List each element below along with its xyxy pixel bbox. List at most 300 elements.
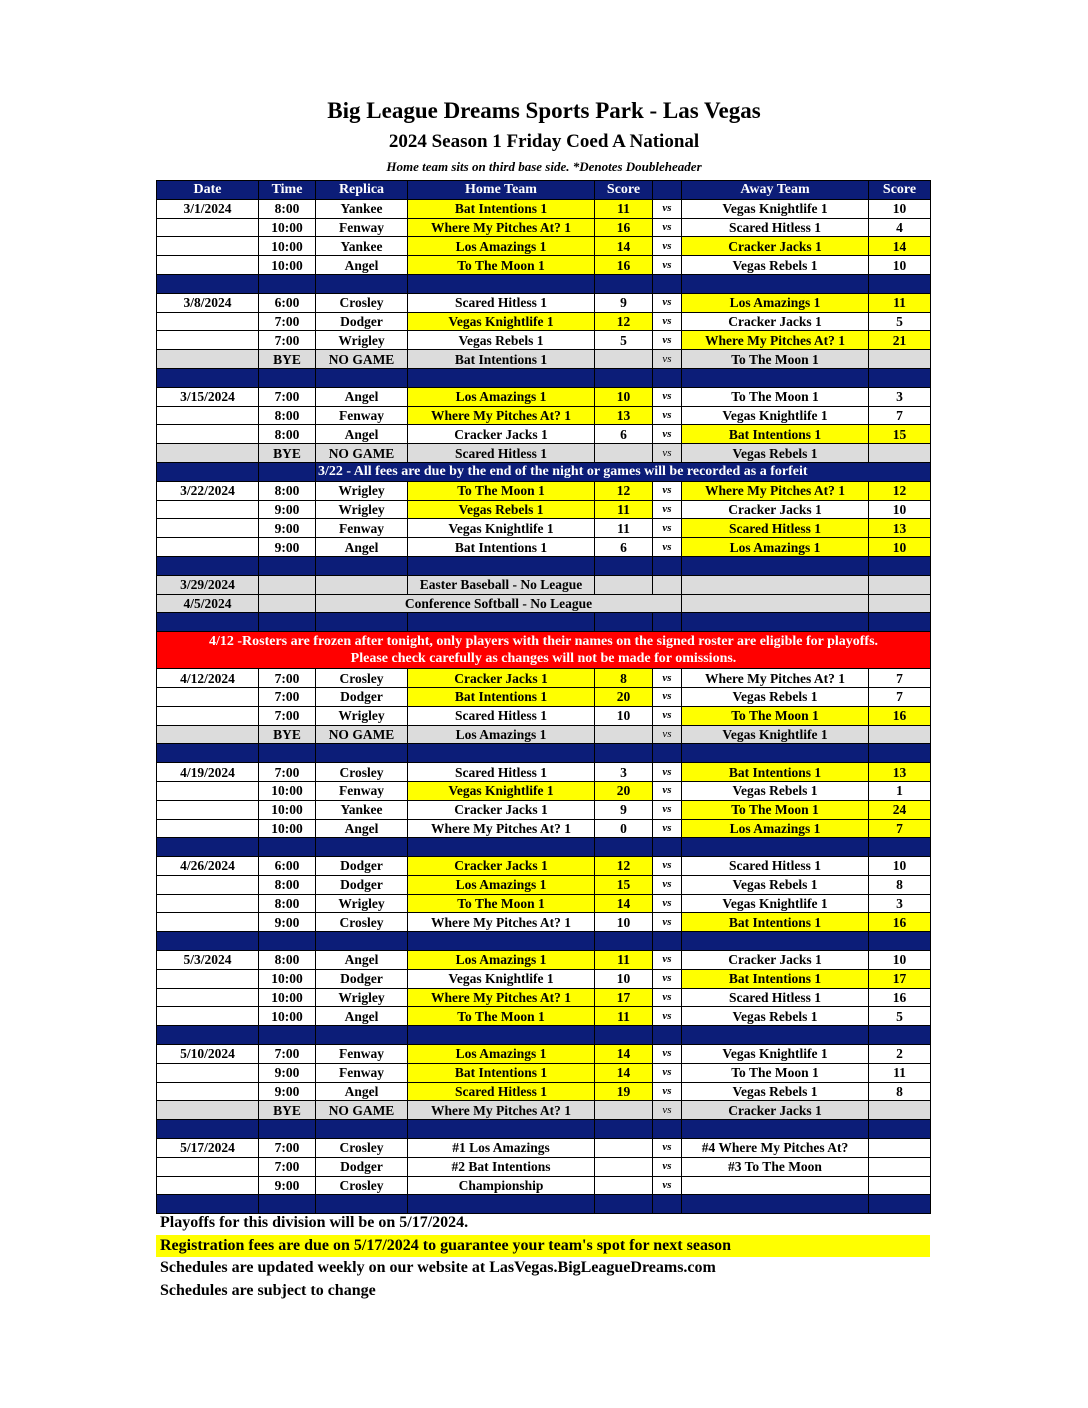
- replica-cell: Dodger: [316, 1157, 408, 1176]
- schedule-body: [157, 199, 931, 1213]
- away-score-cell: 7: [869, 669, 931, 688]
- replica-cell: Wrigley: [316, 988, 408, 1007]
- date-cell: [157, 406, 259, 425]
- separator-cell: [653, 368, 682, 387]
- home-score-cell: [595, 444, 653, 463]
- date-cell: [157, 1063, 259, 1082]
- away-team-cell: Vegas Rebels 1: [682, 256, 869, 275]
- away-team-cell: Bat Intentions 1: [682, 969, 869, 988]
- home-score-cell: [595, 1101, 653, 1120]
- away-score-cell: [869, 1176, 931, 1195]
- away-score-cell: 7: [869, 819, 931, 838]
- separator-cell: [157, 932, 259, 951]
- away-score-cell: 10: [869, 857, 931, 876]
- separator-cell: [869, 1195, 931, 1214]
- separator-cell: [595, 274, 653, 293]
- replica-cell: Fenway: [316, 519, 408, 538]
- vs-cell: vs: [653, 951, 682, 970]
- date-cell: [157, 1082, 259, 1101]
- away-score-cell: 10: [869, 951, 931, 970]
- date-cell: [157, 425, 259, 444]
- time-cell: 7:00: [259, 331, 316, 350]
- separator-cell: [869, 1026, 931, 1045]
- vs-cell: vs: [653, 237, 682, 256]
- away-score-cell: 13: [869, 519, 931, 538]
- separator-cell: [316, 368, 408, 387]
- vs-cell: vs: [653, 293, 682, 312]
- vs-cell: vs: [653, 687, 682, 706]
- home-team-cell: Bat Intentions 1: [408, 199, 595, 218]
- time-cell: 10:00: [259, 800, 316, 819]
- col-time: Time: [259, 181, 316, 200]
- home-team-cell: Los Amazings 1: [408, 951, 595, 970]
- away-score-cell: 8: [869, 1082, 931, 1101]
- time-cell: BYE: [259, 1101, 316, 1120]
- date-cell: [157, 218, 259, 237]
- away-team-cell: #3 To The Moon: [682, 1157, 869, 1176]
- home-score-cell: 11: [595, 199, 653, 218]
- home-score-cell: 6: [595, 425, 653, 444]
- home-score-cell: 11: [595, 519, 653, 538]
- time-cell: 7:00: [259, 687, 316, 706]
- replica-cell: NO GAME: [316, 350, 408, 369]
- home-score-cell: 13: [595, 406, 653, 425]
- away-score-cell: 10: [869, 538, 931, 557]
- date-cell: 4/19/2024: [157, 763, 259, 782]
- separator-cell: [653, 838, 682, 857]
- date-cell: [157, 538, 259, 557]
- separator-cell: [259, 1120, 316, 1139]
- separator-cell: [653, 556, 682, 575]
- away-score-cell: 7: [869, 687, 931, 706]
- away-team-cell: [682, 594, 869, 613]
- replica-cell: Angel: [316, 256, 408, 275]
- game-row: [157, 951, 931, 970]
- home-score-cell: 14: [595, 1063, 653, 1082]
- separator-cell: [157, 1195, 259, 1214]
- separator-cell: [653, 274, 682, 293]
- game-row: [157, 331, 931, 350]
- away-team-cell: Bat Intentions 1: [682, 763, 869, 782]
- separator-cell: [682, 556, 869, 575]
- away-score-cell: [869, 1101, 931, 1120]
- separator-cell: [259, 1026, 316, 1045]
- fee-notice-row: [157, 462, 931, 481]
- time-cell: 8:00: [259, 951, 316, 970]
- home-score-cell: 8: [595, 669, 653, 688]
- home-score-cell: 9: [595, 293, 653, 312]
- game-row: [157, 1063, 931, 1082]
- home-team-cell: Los Amazings 1: [408, 725, 595, 744]
- time-cell: 10:00: [259, 237, 316, 256]
- home-team-cell: To The Moon 1: [408, 894, 595, 913]
- separator-cell: [408, 1120, 595, 1139]
- time-cell: 7:00: [259, 763, 316, 782]
- time-cell: 8:00: [259, 481, 316, 500]
- separator-cell: [408, 932, 595, 951]
- replica-cell: Dodger: [316, 857, 408, 876]
- vs-cell: vs: [653, 725, 682, 744]
- roster-alert: [157, 632, 931, 669]
- bye-row: [157, 444, 931, 463]
- time-cell: 9:00: [259, 519, 316, 538]
- replica-cell: Angel: [316, 1007, 408, 1026]
- away-team-cell: Vegas Rebels 1: [682, 781, 869, 800]
- vs-cell: [653, 575, 682, 594]
- notice-spacer: [259, 462, 316, 481]
- home-team-cell: Los Amazings 1: [408, 237, 595, 256]
- date-cell: [157, 894, 259, 913]
- date-cell: [157, 519, 259, 538]
- time-cell: 10:00: [259, 781, 316, 800]
- date-cell: [157, 969, 259, 988]
- separator-cell: [259, 368, 316, 387]
- away-score-cell: 2: [869, 1045, 931, 1064]
- replica-cell: Fenway: [316, 218, 408, 237]
- replica-cell: Crosley: [316, 913, 408, 932]
- home-team-cell: Bat Intentions 1: [408, 1063, 595, 1082]
- game-row: [157, 406, 931, 425]
- vs-cell: vs: [653, 538, 682, 557]
- time-cell: 7:00: [259, 1045, 316, 1064]
- separator-cell: [408, 838, 595, 857]
- week-separator: [157, 1026, 931, 1045]
- vs-cell: vs: [653, 1082, 682, 1101]
- vs-cell: vs: [653, 763, 682, 782]
- col-vs: [653, 181, 682, 200]
- away-team-cell: Scared Hitless 1: [682, 218, 869, 237]
- game-row: [157, 1139, 931, 1158]
- vs-cell: vs: [653, 1007, 682, 1026]
- vs-cell: vs: [653, 1063, 682, 1082]
- home-team-cell: Bat Intentions 1: [408, 350, 595, 369]
- vs-cell: vs: [653, 819, 682, 838]
- replica-cell: Dodger: [316, 969, 408, 988]
- vs-cell: vs: [653, 1139, 682, 1158]
- home-score-cell: 17: [595, 988, 653, 1007]
- separator-cell: [316, 744, 408, 763]
- separator-cell: [869, 613, 931, 632]
- home-team-cell: Vegas Rebels 1: [408, 500, 595, 519]
- week-separator: [157, 1195, 931, 1214]
- separator-cell: [259, 744, 316, 763]
- game-row: [157, 481, 931, 500]
- home-team-cell: Where My Pitches At? 1: [408, 819, 595, 838]
- replica-cell: Angel: [316, 1082, 408, 1101]
- vs-cell: vs: [653, 800, 682, 819]
- separator-cell: [157, 1120, 259, 1139]
- vs-cell: vs: [653, 199, 682, 218]
- separator-cell: [682, 932, 869, 951]
- game-row: [157, 519, 931, 538]
- replica-cell: Yankee: [316, 199, 408, 218]
- home-score-cell: 19: [595, 1082, 653, 1101]
- replica-cell: NO GAME: [316, 725, 408, 744]
- separator-cell: [869, 556, 931, 575]
- game-row: [157, 218, 931, 237]
- home-score-cell: [595, 1139, 653, 1158]
- separator-cell: [869, 932, 931, 951]
- date-cell: [157, 331, 259, 350]
- vs-cell: vs: [653, 519, 682, 538]
- date-cell: [157, 1157, 259, 1176]
- away-team-cell: Vegas Knightlife 1: [682, 199, 869, 218]
- home-team-cell: Vegas Rebels 1: [408, 331, 595, 350]
- away-score-cell: 21: [869, 331, 931, 350]
- replica-cell: Fenway: [316, 406, 408, 425]
- away-score-cell: 16: [869, 706, 931, 725]
- replica-cell: [316, 575, 408, 594]
- game-row: [157, 706, 931, 725]
- time-cell: 10:00: [259, 969, 316, 988]
- home-team-cell: Cracker Jacks 1: [408, 857, 595, 876]
- home-score-cell: 16: [595, 218, 653, 237]
- replica-cell: Fenway: [316, 781, 408, 800]
- page-title: Big League Dreams Sports Park - Las Vegas: [327, 98, 761, 123]
- vs-cell: vs: [653, 350, 682, 369]
- date-cell: 4/12/2024: [157, 669, 259, 688]
- fee-notice-text: 3/22 - All fees are due by the end of the night or games will be recorded as a forfeit: [316, 462, 931, 481]
- separator-cell: [869, 1120, 931, 1139]
- date-cell: [157, 500, 259, 519]
- replica-cell: Angel: [316, 387, 408, 406]
- separator-cell: [316, 838, 408, 857]
- away-team-cell: Los Amazings 1: [682, 538, 869, 557]
- separator-cell: [682, 744, 869, 763]
- replica-cell: Angel: [316, 425, 408, 444]
- home-team-cell: Cracker Jacks 1: [408, 669, 595, 688]
- away-score-cell: [869, 350, 931, 369]
- separator-cell: [595, 1195, 653, 1214]
- week-separator: [157, 932, 931, 951]
- time-cell: BYE: [259, 725, 316, 744]
- away-team-cell: Vegas Rebels 1: [682, 687, 869, 706]
- col-home-team: Home Team: [408, 181, 595, 200]
- home-team-cell: Where My Pitches At? 1: [408, 1101, 595, 1120]
- home-score-cell: [595, 1176, 653, 1195]
- home-team-cell: Scared Hitless 1: [408, 763, 595, 782]
- home-score-cell: 10: [595, 969, 653, 988]
- time-cell: 7:00: [259, 387, 316, 406]
- away-team-cell: Bat Intentions 1: [682, 425, 869, 444]
- footer-playoffs: Playoffs for this division will be on 5/17/2024.: [160, 1214, 469, 1231]
- home-team-cell: Where My Pitches At? 1: [408, 988, 595, 1007]
- away-score-cell: 14: [869, 237, 931, 256]
- date-cell: [157, 1007, 259, 1026]
- no-league-row: [157, 594, 931, 613]
- away-team-cell: Scared Hitless 1: [682, 988, 869, 1007]
- away-team-cell: Where My Pitches At? 1: [682, 331, 869, 350]
- separator-cell: [408, 556, 595, 575]
- date-cell: [157, 800, 259, 819]
- game-row: [157, 425, 931, 444]
- away-team-cell: To The Moon 1: [682, 706, 869, 725]
- separator-cell: [595, 368, 653, 387]
- home-score-cell: 10: [595, 387, 653, 406]
- game-row: [157, 256, 931, 275]
- away-score-cell: 13: [869, 763, 931, 782]
- replica-cell: Dodger: [316, 687, 408, 706]
- vs-cell: vs: [653, 425, 682, 444]
- home-team-cell: Vegas Knightlife 1: [408, 519, 595, 538]
- game-row: [157, 312, 931, 331]
- away-score-cell: 11: [869, 1063, 931, 1082]
- home-team-cell: Scared Hitless 1: [408, 1082, 595, 1101]
- date-cell: 4/26/2024: [157, 857, 259, 876]
- bye-row: [157, 1101, 931, 1120]
- away-team-cell: To The Moon 1: [682, 1063, 869, 1082]
- week-separator: [157, 274, 931, 293]
- away-team-cell: To The Moon 1: [682, 800, 869, 819]
- away-team-cell: [682, 1176, 869, 1195]
- time-cell: [259, 594, 316, 613]
- home-team-cell: Cracker Jacks 1: [408, 800, 595, 819]
- roster-alert-line2: Please check carefully as changes will not be made for omissions.: [350, 651, 737, 667]
- separator-cell: [682, 1120, 869, 1139]
- header-row: [157, 181, 931, 200]
- home-team-cell: Los Amazings 1: [408, 387, 595, 406]
- date-cell: [157, 237, 259, 256]
- home-score-cell: 5: [595, 331, 653, 350]
- separator-cell: [157, 1026, 259, 1045]
- date-cell: 3/15/2024: [157, 387, 259, 406]
- home-team-cell: #2 Bat Intentions: [408, 1157, 595, 1176]
- game-row: [157, 800, 931, 819]
- separator-cell: [682, 274, 869, 293]
- time-cell: 10:00: [259, 1007, 316, 1026]
- vs-cell: vs: [653, 481, 682, 500]
- home-score-cell: [595, 725, 653, 744]
- replica-cell: Wrigley: [316, 481, 408, 500]
- replica-cell: Dodger: [316, 312, 408, 331]
- separator-cell: [157, 613, 259, 632]
- separator-cell: [316, 1120, 408, 1139]
- game-row: [157, 857, 931, 876]
- replica-cell: Crosley: [316, 763, 408, 782]
- vs-cell: vs: [653, 500, 682, 519]
- time-cell: BYE: [259, 350, 316, 369]
- vs-cell: vs: [653, 669, 682, 688]
- away-score-cell: 12: [869, 481, 931, 500]
- separator-cell: [408, 613, 595, 632]
- date-cell: [157, 444, 259, 463]
- game-row: [157, 1157, 931, 1176]
- vs-cell: vs: [653, 894, 682, 913]
- home-score-cell: 0: [595, 819, 653, 838]
- home-score-cell: 10: [595, 913, 653, 932]
- game-row: [157, 687, 931, 706]
- away-score-cell: 16: [869, 988, 931, 1007]
- home-score-cell: 11: [595, 500, 653, 519]
- time-cell: 8:00: [259, 406, 316, 425]
- separator-cell: [682, 1195, 869, 1214]
- away-score-cell: 8: [869, 875, 931, 894]
- away-score-cell: 16: [869, 913, 931, 932]
- away-score-cell: [869, 1157, 931, 1176]
- away-team-cell: Cracker Jacks 1: [682, 1101, 869, 1120]
- roster-alert-line1: 4/12 -Rosters are frozen after tonight, only players with their names on the signed roster are eligible for playoffs.: [208, 634, 879, 650]
- home-score-cell: 6: [595, 538, 653, 557]
- home-score-cell: 14: [595, 894, 653, 913]
- vs-cell: vs: [653, 913, 682, 932]
- footer-registration: Registration fees are due on 5/17/2024 to guarantee your team's spot for next season: [156, 1235, 930, 1258]
- home-team-cell: Bat Intentions 1: [408, 687, 595, 706]
- separator-cell: [316, 1195, 408, 1214]
- separator-cell: [595, 1026, 653, 1045]
- time-cell: 7:00: [259, 1139, 316, 1158]
- separator-cell: [408, 744, 595, 763]
- away-score-cell: [869, 575, 931, 594]
- separator-cell: [316, 1026, 408, 1045]
- game-row: [157, 1007, 931, 1026]
- home-team-cell: Where My Pitches At? 1: [408, 218, 595, 237]
- home-score-cell: [595, 1157, 653, 1176]
- home-team-cell: Vegas Knightlife 1: [408, 969, 595, 988]
- away-team-cell: Cracker Jacks 1: [682, 951, 869, 970]
- separator-cell: [653, 1026, 682, 1045]
- game-row: [157, 199, 931, 218]
- home-score-cell: [595, 575, 653, 594]
- replica-cell: Crosley: [316, 1139, 408, 1158]
- home-score-cell: 14: [595, 237, 653, 256]
- vs-cell: vs: [653, 781, 682, 800]
- home-team-cell: Where My Pitches At? 1: [408, 913, 595, 932]
- date-cell: [157, 256, 259, 275]
- time-cell: 10:00: [259, 256, 316, 275]
- away-team-cell: To The Moon 1: [682, 350, 869, 369]
- separator-cell: [682, 838, 869, 857]
- home-team-cell: Vegas Knightlife 1: [408, 781, 595, 800]
- game-row: [157, 1045, 931, 1064]
- separator-cell: [653, 744, 682, 763]
- no-league-text: Easter Baseball - No League: [408, 575, 595, 594]
- separator-cell: [157, 368, 259, 387]
- away-score-cell: 10: [869, 500, 931, 519]
- away-score-cell: 24: [869, 800, 931, 819]
- separator-cell: [157, 744, 259, 763]
- away-team-cell: Los Amazings 1: [682, 819, 869, 838]
- week-separator: [157, 744, 931, 763]
- away-team-cell: Vegas Rebels 1: [682, 1007, 869, 1026]
- away-score-cell: [869, 594, 931, 613]
- home-team-cell: Where My Pitches At? 1: [408, 406, 595, 425]
- game-row: [157, 781, 931, 800]
- vs-cell: vs: [653, 988, 682, 1007]
- game-row: [157, 387, 931, 406]
- away-team-cell: [682, 575, 869, 594]
- date-cell: 3/29/2024: [157, 575, 259, 594]
- date-cell: [157, 725, 259, 744]
- home-score-cell: 12: [595, 312, 653, 331]
- away-team-cell: Scared Hitless 1: [682, 857, 869, 876]
- footer-notes: [156, 1212, 930, 1302]
- home-score-cell: 20: [595, 781, 653, 800]
- date-cell: 5/17/2024: [157, 1139, 259, 1158]
- separator-cell: [595, 1120, 653, 1139]
- home-team-cell: Los Amazings 1: [408, 875, 595, 894]
- separator-cell: [316, 274, 408, 293]
- away-score-cell: [869, 444, 931, 463]
- away-score-cell: 3: [869, 894, 931, 913]
- home-team-cell: To The Moon 1: [408, 256, 595, 275]
- home-score-cell: 20: [595, 687, 653, 706]
- home-team-cell: Bat Intentions 1: [408, 538, 595, 557]
- home-team-cell: Championship: [408, 1176, 595, 1195]
- time-cell: 10:00: [259, 218, 316, 237]
- home-team-cell: Cracker Jacks 1: [408, 425, 595, 444]
- col-away-team: Away Team: [682, 181, 869, 200]
- replica-cell: Fenway: [316, 1063, 408, 1082]
